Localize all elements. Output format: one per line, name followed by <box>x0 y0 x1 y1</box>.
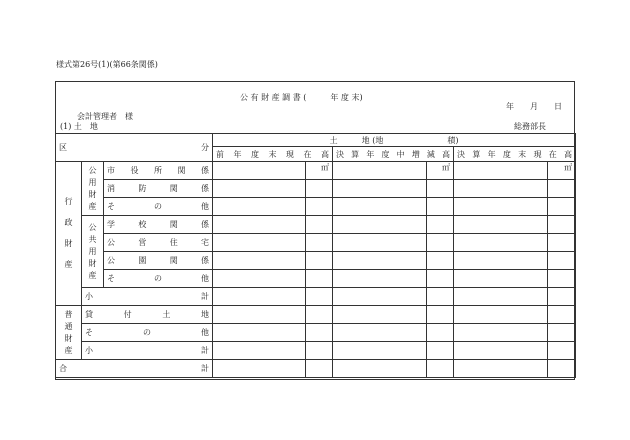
addressee: 会計管理者 様 <box>77 112 133 121</box>
change-header: 決 算 年 度 中 増 減 高 <box>333 147 454 162</box>
unit-label: ㎡ <box>427 162 454 180</box>
row-school: 学 校 関 係 <box>104 216 213 234</box>
date-line: 年 月 日 <box>506 102 562 111</box>
unit-label: ㎡ <box>306 162 333 180</box>
document-title: 公 有 財 産 調 書 ( 年 度 末) <box>240 93 363 102</box>
row-subtotal-2: 小 計 <box>82 342 213 360</box>
group-public-use: 公 用 財 産 <box>82 162 104 216</box>
row-total: 合 計 <box>56 360 213 378</box>
land-header: 土 地 (地 積) <box>213 134 576 147</box>
group-administrative: 行 政 財 産 <box>56 162 82 306</box>
row-subtotal-1: 小 計 <box>82 288 213 306</box>
property-table <box>55 133 576 378</box>
row-other-2: そ の 他 <box>104 270 213 288</box>
row-fire: 消 防 関 係 <box>104 180 213 198</box>
current-year-end-header: 決 算 年 度 末 現 在 高 <box>454 147 576 162</box>
group-general: 普 通 財 産 <box>56 306 82 360</box>
section-label: (1) 土 地 <box>60 122 98 131</box>
row-loaned-land: 貸 付 土 地 <box>82 306 213 324</box>
form-title: 様式第26号(1)(第66条関係) <box>56 60 158 69</box>
cell <box>454 162 548 180</box>
row-public-housing: 公 営 住 宅 <box>104 234 213 252</box>
cell <box>333 162 427 180</box>
row-city-hall: 市 役 所 関 係 <box>104 162 213 180</box>
prev-year-end-header: 前 年 度 末 現 在 高 <box>213 147 333 162</box>
row-other-3: そ の 他 <box>82 324 213 342</box>
sender: 総務部長 <box>514 122 546 131</box>
row-park: 公 園 関 係 <box>104 252 213 270</box>
unit-label: ㎡ <box>548 162 576 180</box>
group-public-common: 公 共 用 財 産 <box>82 216 104 288</box>
row-other-1: そ の 他 <box>104 198 213 216</box>
division-header: 区 分 <box>56 134 213 162</box>
cell <box>213 162 306 180</box>
